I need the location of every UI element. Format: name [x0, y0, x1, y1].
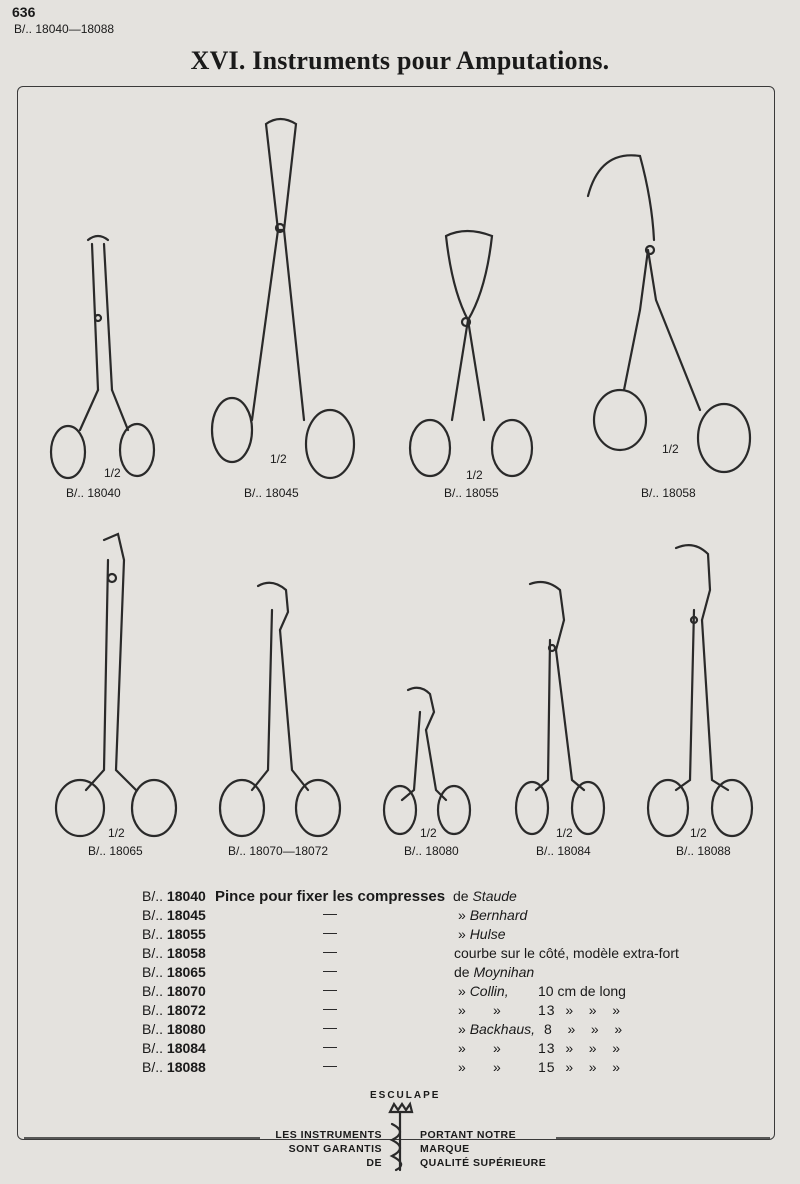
ditto-dash: —: [323, 1038, 337, 1054]
detail-prefix: »: [458, 907, 466, 923]
scale-label: 1/2: [662, 442, 679, 456]
detail-prefix: de: [453, 888, 469, 904]
detail-prefix: »: [458, 1021, 466, 1037]
detail-name: Backhaus,: [469, 1021, 536, 1037]
trademark-left-line: SONT GARANTIS DE: [288, 1143, 382, 1169]
ref-prefix: B/..: [142, 1021, 164, 1037]
ref-number: 18058: [166, 945, 206, 961]
trademark-left-text: [270, 1128, 382, 1170]
detail-prefix: de: [454, 964, 470, 980]
figure-caption: B/.. 18088: [676, 844, 731, 858]
figure-caption: B/.. 18070—18072: [228, 844, 329, 858]
length-spec: 8 » » »: [544, 1021, 624, 1037]
scale-label: 1/2: [104, 466, 121, 480]
detail-name: Hulse: [469, 926, 506, 942]
length-spec: 13 » » »: [538, 1040, 622, 1056]
detail-name: Bernhard: [469, 907, 528, 923]
detail-prefix: courbe sur le côté, modèle extra-fort: [454, 945, 679, 961]
detail-prefix: »: [458, 926, 466, 942]
list-item: [142, 964, 742, 983]
list-item: [142, 1059, 742, 1078]
ditto-marks: » »: [458, 1002, 501, 1018]
figure-caption: B/.. 18040: [66, 486, 121, 500]
forceps-18058-illustration: [588, 155, 750, 472]
forceps-18040-illustration: [51, 236, 154, 478]
forceps-18084-illustration: [516, 582, 604, 834]
trademark-right-line: QUALITÉ SUPÉRIEURE: [420, 1157, 547, 1169]
forceps-18045-illustration: [212, 119, 354, 478]
ditto-dash: —: [323, 981, 337, 997]
detail-name: Staude: [472, 888, 517, 904]
figure-caption: B/.. 18058: [641, 486, 696, 500]
ref-prefix: B/..: [142, 907, 164, 923]
scale-label: 1/2: [270, 452, 287, 466]
scale-label: 1/2: [466, 468, 483, 482]
ref-number: 18080: [166, 1021, 206, 1037]
list-item: [142, 983, 742, 1002]
ditto-dash: —: [323, 962, 337, 978]
ref-number: 18040: [166, 888, 206, 904]
figure-caption: B/.. 18065: [88, 844, 143, 858]
list-item: [142, 907, 742, 926]
list-item: [142, 1040, 742, 1059]
list-item: [142, 888, 742, 907]
forceps-18080-illustration: [384, 688, 470, 834]
figure-caption: B/.. 18055: [444, 486, 499, 500]
ref-prefix: B/..: [142, 888, 164, 904]
scale-label: 1/2: [420, 826, 437, 840]
ref-number: 18072: [166, 1002, 206, 1018]
reference-range: B/.. 18040—18088: [14, 22, 115, 36]
forceps-18088-illustration: [648, 545, 752, 836]
trademark-left-line: LES INSTRUMENTS: [275, 1129, 382, 1141]
ref-number: 18070: [166, 983, 206, 999]
ref-prefix: B/..: [142, 964, 164, 980]
ditto-dash: —: [323, 1000, 337, 1016]
ditto-dash: —: [323, 943, 337, 959]
trademark-right-text: [420, 1128, 560, 1170]
ref-number: 18088: [166, 1059, 206, 1075]
ref-prefix: B/..: [142, 1059, 164, 1075]
ditto-marks: » »: [458, 1059, 501, 1075]
detail-name: Collin,: [469, 983, 509, 999]
figure-caption: B/.. 18045: [244, 486, 299, 500]
length-spec: 10 cm de long: [538, 983, 626, 999]
trademark-right-line: PORTANT NOTRE MARQUE: [420, 1129, 517, 1155]
instrument-list: [142, 888, 742, 1078]
esculape-emblem: [390, 1104, 412, 1170]
forceps-18065-illustration: [56, 534, 176, 836]
length-spec: 13 » » »: [538, 1002, 622, 1018]
ditto-marks: » »: [458, 1040, 501, 1056]
list-item: [142, 926, 742, 945]
page-title: XVI. Instruments pour Amputations.: [190, 46, 610, 75]
list-item: [142, 1021, 742, 1040]
detail-prefix: »: [458, 983, 466, 999]
ref-number: 18084: [166, 1040, 206, 1056]
ditto-dash: —: [323, 924, 337, 940]
forceps-18055-illustration: [410, 231, 532, 476]
list-item: [142, 945, 742, 964]
ref-prefix: B/..: [142, 926, 164, 942]
ref-prefix: B/..: [142, 1040, 164, 1056]
ref-number: 18055: [166, 926, 206, 942]
scale-label: 1/2: [690, 826, 707, 840]
page-number: 636: [12, 4, 36, 20]
figure-caption: B/.. 18084: [536, 844, 591, 858]
ref-number: 18065: [166, 964, 206, 980]
length-spec: 15 » » »: [538, 1059, 622, 1075]
ditto-dash: —: [323, 1057, 337, 1073]
figure-caption: B/.. 18080: [404, 844, 459, 858]
scale-label: 1/2: [556, 826, 573, 840]
ref-number: 18045: [166, 907, 206, 923]
detail-name: Moynihan: [473, 964, 535, 980]
forceps-18070-illustration: [220, 583, 340, 836]
trademark-word: ESCULAPE: [370, 1090, 441, 1101]
ref-prefix: B/..: [142, 983, 164, 999]
item-description: Pince pour fixer les compresses: [215, 888, 446, 905]
ditto-dash: —: [323, 1019, 337, 1035]
ref-prefix: B/..: [142, 945, 164, 961]
list-item: [142, 1002, 742, 1021]
scale-label: 1/2: [108, 826, 125, 840]
ref-prefix: B/..: [142, 1002, 164, 1018]
ditto-dash: —: [323, 905, 337, 921]
